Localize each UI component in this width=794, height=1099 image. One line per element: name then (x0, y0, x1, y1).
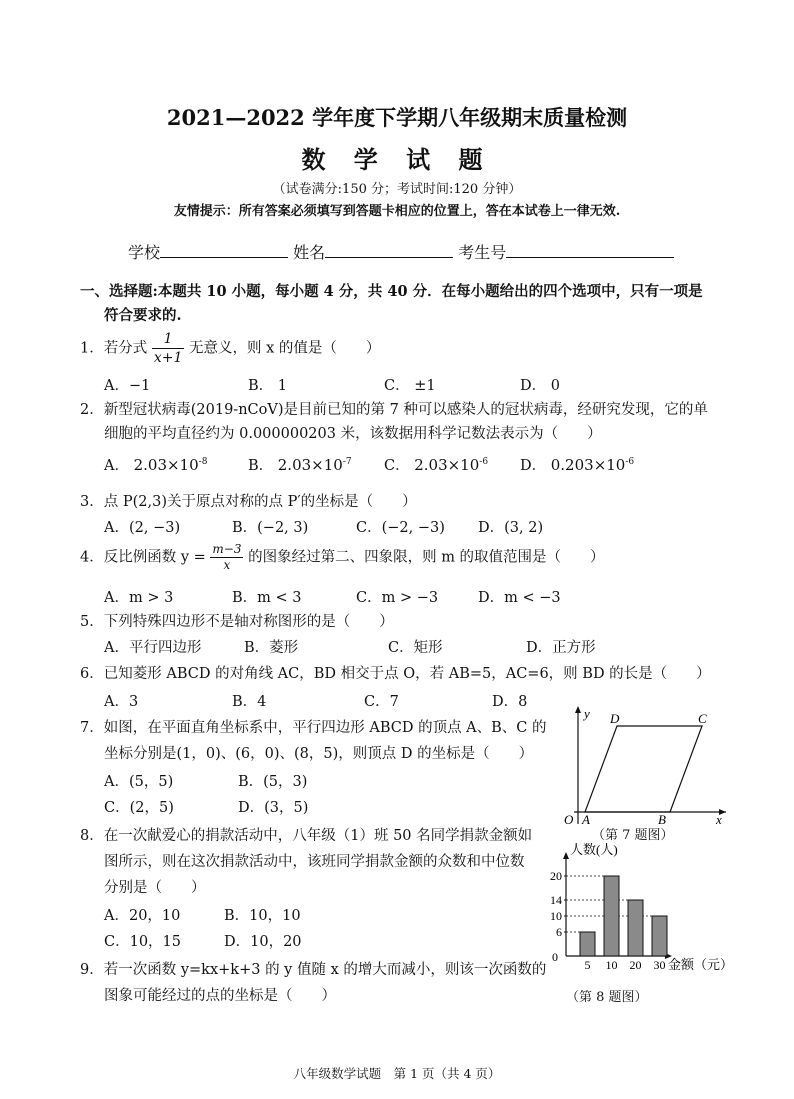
q2-d-value: 0.203×10 (550, 456, 626, 474)
q8-line-1: 在一次献爱心的捐款活动中，八年级（1）班 50 名同学捐款金额如 (103, 828, 533, 844)
q6-number: 6． (80, 666, 104, 682)
q3-option-a: A．(2, −3) (104, 520, 181, 536)
figure-7-parallelogram (556, 700, 736, 842)
q1-frac-num: 1 (152, 330, 185, 349)
q2-b-exp: -7 (342, 457, 352, 468)
student-info-fields (128, 240, 674, 263)
q1-option-c: C． ±1 (384, 378, 436, 394)
q6-text: 已知菱形 ABCD 的对角线 AC，BD 相交于点 O，若 AB=5，AC=6，则 BD 的长是（ ） (103, 666, 711, 682)
q5-text: 下列特殊四边形不是轴对称图形的是（ ） (103, 614, 394, 630)
name-label: 姓名 (293, 243, 326, 262)
q4-number: 4． (80, 549, 104, 566)
q1-number: 1． (80, 340, 104, 357)
q4-option-d: D．m < −3 (478, 590, 561, 606)
q1-option-d: D． 0 (520, 378, 560, 394)
q5-option-d: D．正方形 (526, 640, 596, 656)
school-blank[interactable] (160, 241, 288, 258)
q2-option-c (384, 454, 488, 475)
q2-d-exp: -6 (625, 457, 635, 468)
question-7 (80, 716, 547, 737)
q9-line-1: 若一次函数 y=kx+k+3 的 y 值随 x 的增大而减小，则该一次函数的 (103, 962, 547, 978)
figure-7-caption: （第 7 题图） (592, 828, 674, 843)
q2-b-label: B． (248, 458, 274, 474)
q5-number: 5． (80, 614, 104, 630)
question-4 (80, 542, 605, 573)
q5-option-c: C．矩形 (388, 640, 443, 656)
question-8-cont-2: 分别是（ ） (104, 880, 206, 896)
chart-bar (628, 900, 643, 956)
figure-8-bar-chart (538, 838, 738, 978)
q2-a-exp: -8 (198, 457, 208, 468)
q3-text: 点 P(2,3)关于原点对称的点 P′的坐标是（ ） (103, 494, 417, 510)
q7-option-c: C．(2，5) (104, 800, 174, 816)
school-label: 学校 (128, 243, 161, 262)
q6-option-a: A．3 (104, 694, 139, 710)
exam-notice: 友情提示：所有答案必须填写到答题卡相应的位置上，答在本试卷上一律无效. (173, 204, 621, 219)
q2-c-exp: -6 (479, 457, 489, 468)
q5-option-a: A．平行四边形 (104, 640, 202, 656)
chart-origin-label: 0 (552, 950, 558, 964)
chart-y-tick-label: 6 (556, 925, 562, 939)
y-label: y (584, 706, 590, 721)
q2-option-b (248, 454, 352, 475)
q7-option-a: A．(5，5) (104, 774, 174, 790)
q2-b-value: 2.03×10 (277, 456, 343, 474)
q7-option-d: D．(3，5) (238, 800, 309, 816)
question-7-cont: 坐标分别是(1，0)、(6，0)、(8，5)，则顶点 D 的坐标是（ ） (104, 746, 534, 762)
q3-option-b: B．(−2, 3) (232, 520, 309, 536)
q1-suffix: 无意义，则 x 的值是（ ） (189, 340, 381, 357)
q2-a-value: 2.03×10 (133, 456, 199, 474)
origin-label: O (564, 812, 574, 827)
chart-bar (652, 916, 667, 956)
question-2-cont: 细胞的平均直径约为 0.000000203 米，该数据用科学记数法表示为（ ） (104, 426, 602, 442)
exam-meta: （试卷满分:150 分；考试时间:120 分钟） (272, 182, 522, 197)
q6-option-b: B．4 (232, 694, 267, 710)
q7-line-1: 如图，在平面直角坐标系中，平行四边形 ABCD 的顶点 A、B、C 的 (103, 720, 547, 736)
q5-option-b: B．菱形 (244, 640, 299, 656)
q4-frac-num: m−3 (212, 542, 242, 556)
chart-ylabel: 人数(人) (570, 842, 618, 857)
exam-no-label: 考生号 (458, 243, 507, 262)
q3-option-c: C．(−2, −3) (356, 520, 445, 536)
q8-option-c: C．10，15 (104, 934, 181, 950)
chart-y-tick-label: 14 (550, 893, 562, 907)
question-8 (80, 824, 532, 845)
q3-option-d: D．(3, 2) (478, 520, 544, 536)
q4-prefix: 反比例函数 y = (103, 549, 206, 566)
section-heading: 一、选择题:本题共 10 小题，每小题 4 分，共 40 分．在每小题给出的四个选项中，只有一项是 (80, 283, 703, 300)
question-8-cont-1: 图所示，则在这次捐款活动中，该班同学捐款金额的众数和中位数 (104, 854, 525, 870)
q2-option-d (520, 454, 634, 475)
q7-number: 7． (80, 720, 104, 736)
q1-option-b: B． 1 (248, 378, 287, 394)
q1-frac-den: x+1 (153, 350, 183, 366)
q2-c-value: 2.03×10 (414, 456, 480, 474)
question-3 (80, 490, 417, 511)
question-2 (80, 398, 708, 419)
chart-x-tick-label: 5 (584, 958, 591, 972)
q2-a-label: A． (104, 458, 129, 474)
page-footer: 八年级数学试题 第 1 页（共 4 页） (293, 1066, 501, 1081)
q6-option-c: C．7 (364, 694, 399, 710)
q4-fraction (210, 542, 243, 573)
section-heading-cont: 符合要求的. (104, 307, 182, 324)
q8-option-d: D．10，20 (224, 934, 302, 950)
q8-number: 8． (80, 828, 104, 844)
q8-option-a: A．20，10 (104, 908, 181, 924)
q9-number: 9． (80, 962, 104, 978)
question-5 (80, 610, 394, 631)
y-axis-arrow (575, 706, 581, 713)
chart-x-tick-label: 30 (653, 958, 666, 972)
q1-prefix: 若分式 (103, 340, 148, 357)
q3-number: 3． (80, 494, 104, 510)
chart-x-tick-label: 10 (605, 958, 618, 972)
q1-fraction (152, 330, 185, 367)
chart-y-tick-label: 20 (550, 869, 562, 883)
question-9 (80, 958, 546, 979)
q4-option-b: B．m < 3 (232, 590, 302, 606)
q2-number: 2． (80, 402, 104, 418)
q4-frac-den: x (223, 558, 231, 572)
chart-bar (580, 932, 595, 956)
exam-title: 2021—2022 学年度下学期八年级期末质量检测 (166, 105, 628, 130)
q1-option-a: A．−1 (104, 378, 151, 394)
q4-suffix: 的图象经过第二、四象限，则 m 的取值范围是（ ） (248, 549, 605, 566)
chart-bar (604, 876, 619, 956)
q2-line-1: 新型冠状病毒(2019-nCoV)是目前已知的第 7 种可以感染人的冠状病毒，经研究发现，它的单 (103, 402, 708, 418)
chart-y-tick-label: 10 (550, 909, 562, 923)
point-d-label: D (610, 711, 620, 726)
chart-xlabel: 金额（元） (668, 957, 734, 972)
question-1 (80, 330, 380, 367)
q4-option-c: C．m > −3 (356, 590, 439, 606)
x-label: x (716, 812, 722, 827)
name-blank[interactable] (325, 241, 453, 258)
q7-option-b: B．(5，3) (238, 774, 308, 790)
q6-option-d: D．8 (492, 694, 528, 710)
point-c-label: C (698, 711, 707, 726)
question-6 (80, 662, 711, 683)
parallelogram-abcd (585, 726, 702, 812)
chart-y-arrow (563, 852, 569, 859)
q2-option-a (104, 454, 207, 475)
exam-subtitle: 数 学 试 题 (301, 145, 493, 174)
point-a-label: A (582, 812, 590, 827)
q4-option-a: A．m > 3 (104, 590, 174, 606)
chart-x-tick-label: 20 (629, 958, 642, 972)
point-b-label: B (658, 812, 666, 827)
exam-no-blank[interactable] (506, 241, 674, 258)
q2-d-label: D． (520, 458, 547, 474)
q8-option-b: B．10，10 (224, 908, 301, 924)
question-9-cont: 图象可能经过的点的坐标是（ ） (104, 988, 336, 1004)
figure-8-caption: （第 8 题图） (566, 990, 648, 1005)
q2-c-label: C． (384, 458, 410, 474)
